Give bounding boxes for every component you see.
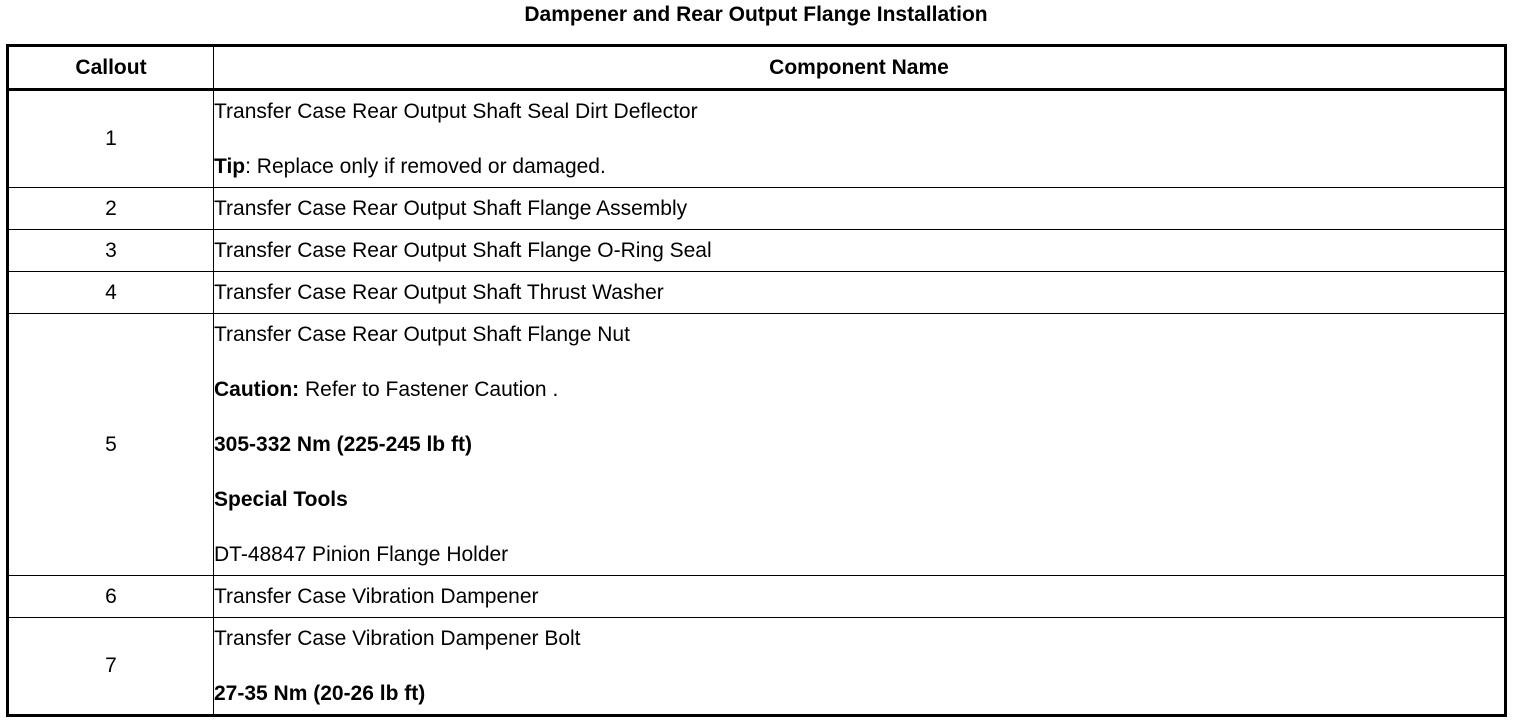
special-tools-heading: Special Tools xyxy=(214,488,348,511)
table-row xyxy=(8,230,1506,272)
callout-number: 3 xyxy=(8,230,214,272)
component-name: Transfer Case Vibration Dampener Bolt xyxy=(214,627,581,650)
component-name: Transfer Case Rear Output Shaft Thrust Washer xyxy=(214,281,664,304)
special-tool-item: DT-48847 Pinion Flange Holder xyxy=(214,543,509,566)
tip-label: Tip xyxy=(214,155,246,178)
table-row xyxy=(8,188,1506,230)
component-cell xyxy=(214,230,1506,272)
table-row xyxy=(8,272,1506,314)
table-row xyxy=(8,618,1506,716)
page-title: Dampener and Rear Output Flange Installation xyxy=(524,3,988,26)
component-cell xyxy=(214,618,1506,716)
callout-number: 2 xyxy=(8,188,214,230)
callout-number: 1 xyxy=(8,90,214,188)
table-row xyxy=(8,576,1506,618)
component-cell xyxy=(214,576,1506,618)
torque-spec: 27-35 Nm (20-26 lb ft) xyxy=(214,682,426,705)
torque-spec: 305-332 Nm (225-245 lb ft) xyxy=(214,433,472,456)
component-name: Transfer Case Rear Output Shaft Seal Dirt Deflector xyxy=(214,100,698,123)
callout-number: 5 xyxy=(8,314,214,576)
callout-column-header: Callout xyxy=(8,46,214,90)
tip-note xyxy=(214,146,1504,187)
callout-number: 7 xyxy=(8,618,214,716)
component-cell xyxy=(214,90,1506,188)
callout-number: 6 xyxy=(8,576,214,618)
caution-text: Refer to Fastener Caution . xyxy=(299,378,559,401)
component-name: Transfer Case Rear Output Shaft Flange Nut xyxy=(214,323,630,346)
table-row xyxy=(8,90,1506,188)
table-header-row xyxy=(8,46,1506,90)
component-name-column-header: Component Name xyxy=(214,46,1506,90)
components-table xyxy=(6,44,1507,717)
component-cell xyxy=(214,314,1506,576)
caution-note xyxy=(214,369,1504,410)
tip-text: : Replace only if removed or damaged. xyxy=(245,155,606,178)
component-name: Transfer Case Vibration Dampener xyxy=(214,585,539,608)
callout-number: 4 xyxy=(8,272,214,314)
component-name: Transfer Case Rear Output Shaft Flange Assembly xyxy=(214,197,688,220)
table-row xyxy=(8,314,1506,576)
component-name: Transfer Case Rear Output Shaft Flange O-Ring Seal xyxy=(214,239,712,262)
component-cell xyxy=(214,188,1506,230)
caution-label: Caution: xyxy=(214,378,300,401)
component-cell xyxy=(214,272,1506,314)
